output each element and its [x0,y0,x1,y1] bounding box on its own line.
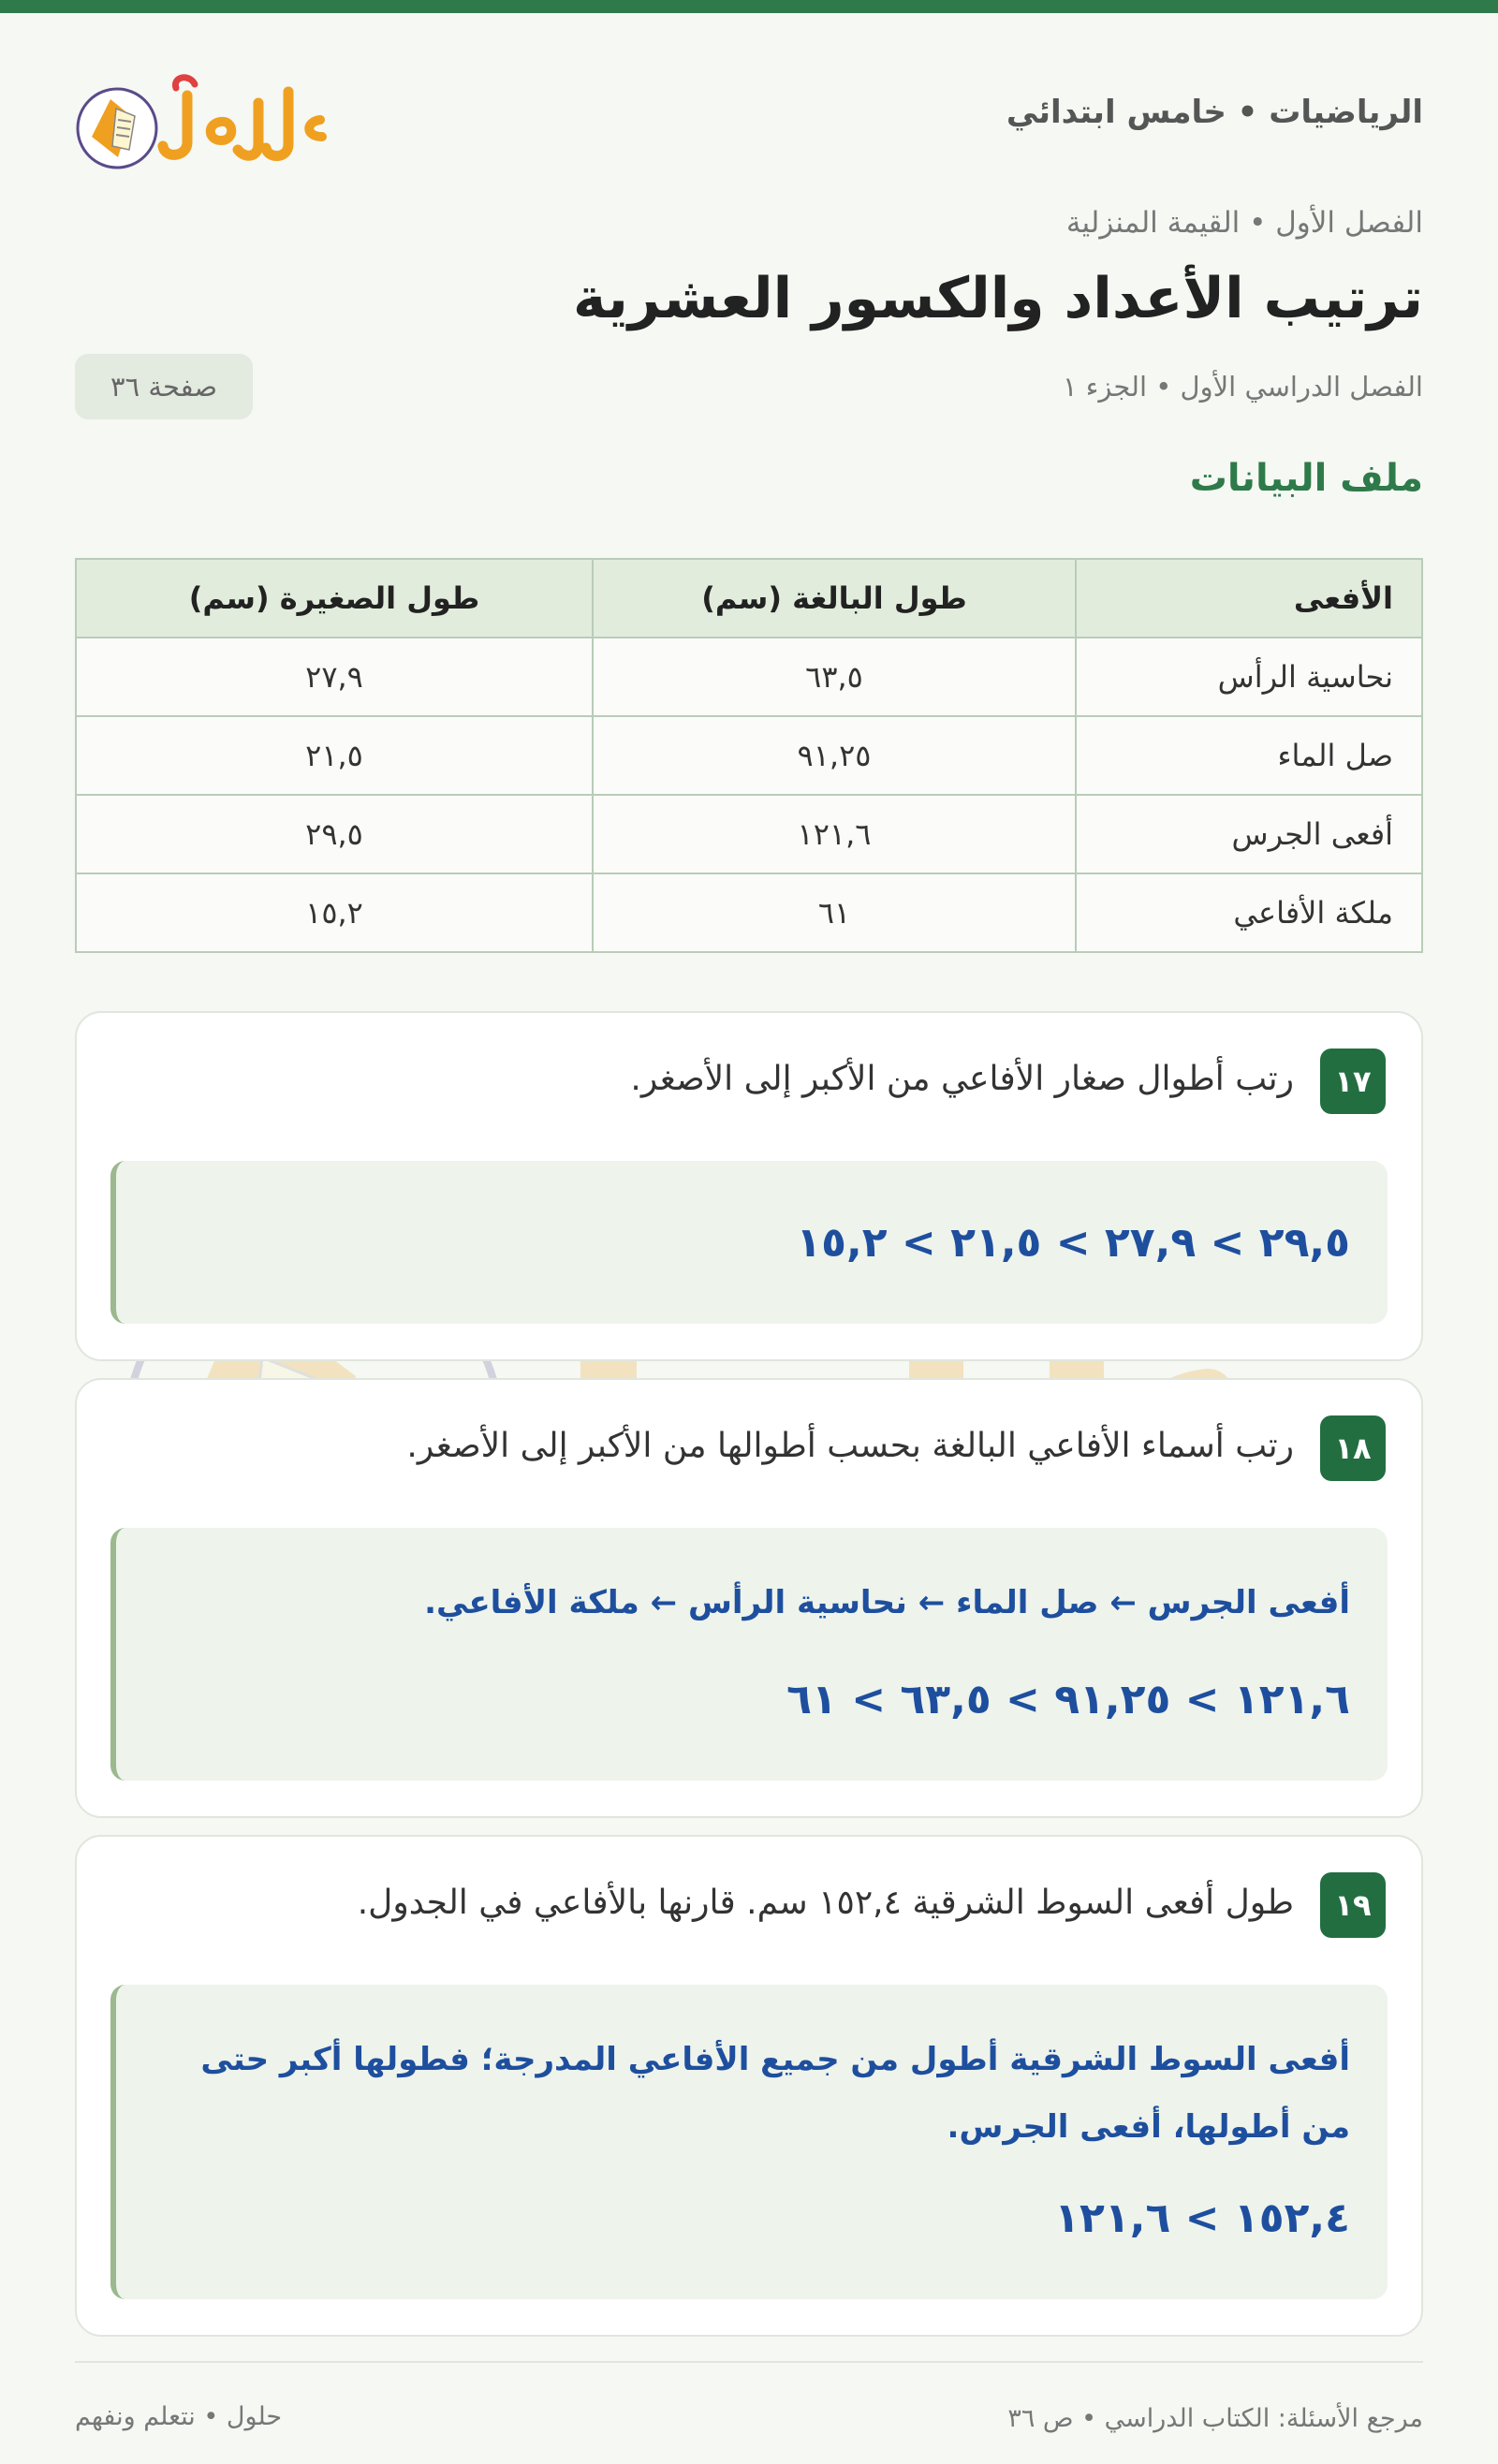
answer-inequality: ٢٩,٥ > ٢٧,٩ > ٢١,٥ > ١٥,٢ [796,1219,1350,1267]
chapter-breadcrumb: الفصل الأول • القيمة المنزلية [1065,206,1423,240]
cell-snake-name: ملكة الأفاعي [1076,873,1422,952]
cell-young-length: ٢٩,٥ [76,795,593,873]
cell-snake-name: صل الماء [1076,716,1422,795]
cell-adult-length: ٦٣,٥ [593,638,1076,716]
table-row [76,795,1422,873]
answer-explanation: أفعى السوط الشرقية أطول من جميع الأفاعي المدرجة؛ فطولها أكبر حتى من أطولها، أفعى الجرس. [200,2041,1350,2146]
question-card-19 [75,1835,1423,2337]
cell-young-length: ١٥,٢ [76,873,593,952]
cell-snake-name: أفعى الجرس [1076,795,1422,873]
lesson-title: ترتيب الأعداد والكسور العشرية [572,266,1423,331]
subject-heading: الرياضيات • خامس ابتدائي [1006,94,1423,131]
question-text: طول أفعى السوط الشرقية ١٥٢,٤ سم. قارنها بالأفاعي في الجدول. [357,1884,1294,1922]
footer-reference: مرجع الأسئلة: الكتاب الدراسي • ص ٣٦ [1007,2404,1423,2433]
semester-info: الفصل الدراسي الأول • الجزء ١ [1062,371,1423,403]
question-card-18 [75,1378,1423,1818]
question-number-badge: ١٧ [1320,1049,1386,1114]
top-accent-bar [0,0,1498,13]
answer-box [110,1161,1388,1324]
cell-adult-length: ١٢١,٦ [593,795,1076,873]
column-header-young-length: طول الصغيرة (سم) [76,559,593,638]
cell-young-length: ٢١,٥ [76,716,593,795]
question-number-badge: ١٩ [1320,1872,1386,1938]
table-header-row [76,559,1422,638]
answer-inequality: ١٥٢,٤ > ١٢١,٦ [1054,2194,1350,2242]
column-header-snake: الأفعى [1076,559,1422,638]
cell-snake-name: نحاسية الرأس [1076,638,1422,716]
hulul-logo[interactable] [75,60,337,182]
footer-divider [75,2361,1423,2363]
answer-inequality: ١٢١,٦ > ٩١,٢٥ > ٦٣,٥ > ٦١ [786,1676,1350,1723]
question-text: رتب أطوال صغار الأفاعي من الأكبر إلى الأصغر. [630,1060,1294,1098]
cell-young-length: ٢٧,٩ [76,638,593,716]
snake-lengths-table [75,558,1423,953]
footer-brand: حلول • نتعلم ونفهم [75,2402,283,2431]
answer-box [110,1985,1388,2299]
page-number-badge: صفحة ٣٦ [75,354,253,419]
cell-adult-length: ٦١ [593,873,1076,952]
cell-adult-length: ٩١,٢٥ [593,716,1076,795]
column-header-adult-length: طول البالغة (سم) [593,559,1076,638]
table-row [76,716,1422,795]
question-number-badge: ١٨ [1320,1415,1386,1481]
data-file-title: ملف البيانات [1189,457,1423,500]
table-row [76,638,1422,716]
answer-box [110,1528,1388,1781]
table-row [76,873,1422,952]
question-text: رتب أسماء الأفاعي البالغة بحسب أطوالها من الأكبر إلى الأصغر. [406,1427,1294,1465]
answer-order: أفعى الجرس ← صل الماء ← نحاسية الرأس ← ملكة الأفاعي. [424,1584,1350,1621]
question-card-17 [75,1011,1423,1361]
